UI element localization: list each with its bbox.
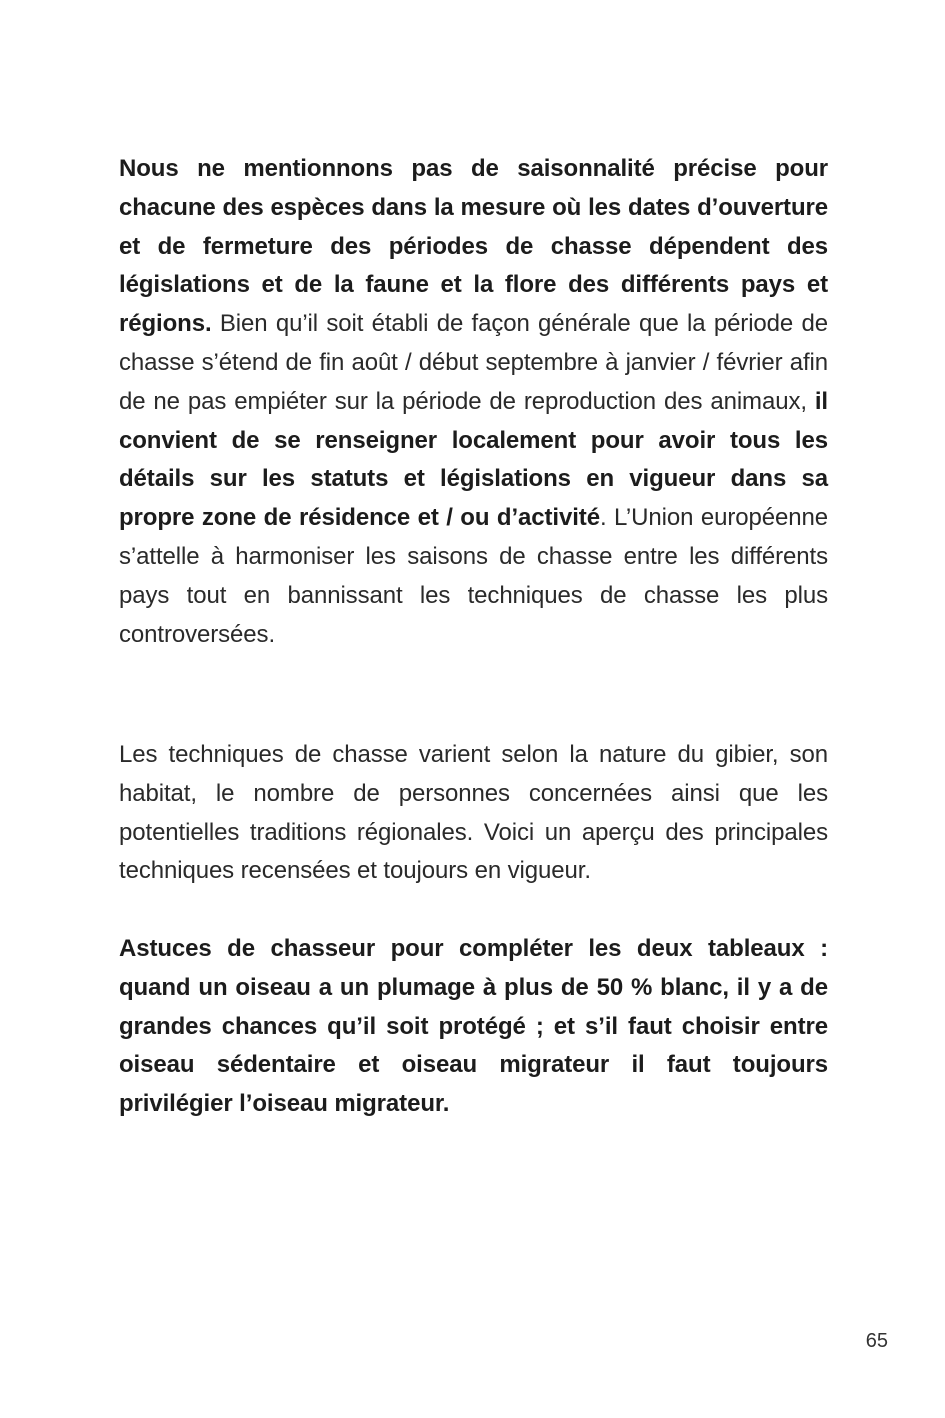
paragraph-hunter-tips (119, 930, 828, 1124)
paragraph-seasonality-normal-text: Bien qu’il soit établi de façon générale que la période de chasse s’étend de fin août / début septembre à janvier / février afin de ne pas empiéter sur la période de reproduction des animaux, (119, 310, 828, 415)
paragraph-seasonality (119, 150, 828, 654)
paragraph-seasonality-normal-end: . L’Union européenne s’attelle à harmoniser les saisons de chasse entre les différents pays tout en bannissant les techniques de chasse les plus controversées. (119, 504, 828, 648)
page-number: 65 (865, 1330, 888, 1352)
paragraph-seasonality-bold-advice: il convient de se renseigner localement pour avoir tous les détails sur les statuts et législations en vigueur dans sa propre zone de résidence et / ou d’activité (119, 387, 828, 532)
paragraph-techniques: Les techniques de chasse varient selon la nature du gibier, son habitat, le nombre de personnes concernées ainsi que les potentielles traditions régionales. Voici un aperçu des principales techniques recensées et toujours en vigueur. (119, 741, 828, 885)
paragraph-hunter-tips-text: Astuces de chasseur pour compléter les deux tableaux : quand un oiseau a un plumage à plus de 50 % blanc, il y a de grandes chances qu’il soit protégé ; et s’il faut choisir entre oiseau sédentaire et oiseau migrateur il faut toujours privilégier l’oiseau migrateur. (119, 935, 828, 1118)
paragraph-seasonality-bold-intro: Nous ne mentionnons pas de saisonnalité précise pour chacune des espèces dans la mesure où les dates d’ouverture et de fermeture des périodes de chasse dépendent des législations et de la faune et la flore des différents pays et régions. (119, 155, 828, 338)
